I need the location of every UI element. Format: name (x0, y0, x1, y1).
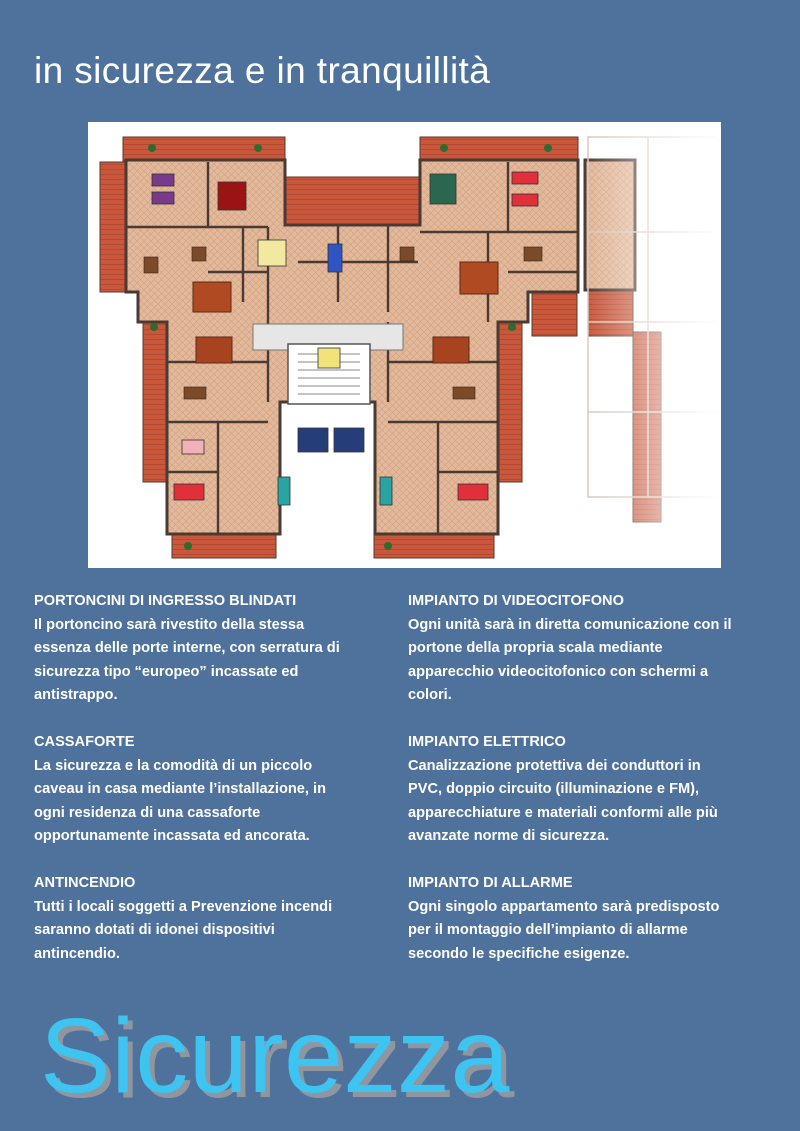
feature-heading: CASSAFORTE (34, 734, 135, 750)
feature-description (34, 614, 394, 708)
description-line: La sicurezza e la comodità di un piccolo (34, 757, 313, 774)
headline-sicurezza: Sicurezza (40, 997, 510, 1115)
feature-section (34, 731, 394, 849)
feature-section (408, 590, 778, 708)
description-line: portone della propria scala mediante (408, 640, 663, 656)
feature-description (34, 755, 394, 849)
description-line: antincendio. (34, 945, 120, 962)
description-line: Ogni unità sarà in diretta comunicazione con il (408, 616, 732, 633)
feature-description (408, 896, 778, 967)
description-line: apparecchiature e materiali conformi alle più (408, 804, 718, 821)
description-line: saranno dotati di idonei dispositivi (34, 922, 275, 938)
feature-heading: PORTONCINI DI INGRESSO BLINDATI (34, 593, 297, 609)
description-line: avanzate norme di sicurezza. (408, 828, 610, 844)
feature-section (34, 872, 394, 966)
feature-heading: ANTINCENDIO (34, 875, 136, 891)
floor-plan-image (88, 122, 721, 568)
feature-heading: IMPIANTO DI ALLARME (408, 875, 573, 891)
description-line: opportunamente incassata ed ancorata. (34, 828, 310, 844)
description-line: Il portoncino sarà rivestito della stessa (34, 616, 305, 633)
feature-section (408, 872, 778, 966)
description-line: colori. (408, 687, 452, 703)
feature-section (408, 731, 778, 849)
description-line: essenza delle porte interne, con serratura di (34, 640, 340, 656)
feature-description (408, 614, 778, 708)
description-line: per il montaggio dell’impianto di allarme (408, 922, 688, 938)
description-line: Tutti i locali soggetti a Prevenzione incendi (34, 898, 333, 915)
feature-heading: IMPIANTO ELETTRICO (408, 734, 566, 750)
feature-description (408, 755, 778, 849)
description-line: secondo le specifiche esigenze. (408, 945, 630, 962)
feature-section (34, 590, 394, 708)
description-line: Ogni singolo appartamento sarà predisposto (408, 898, 720, 915)
description-line: PVC, doppio circuito (illuminazione e FM), (408, 781, 700, 797)
right-column (408, 590, 778, 990)
description-line: caveau in casa mediante l’installazione, in (34, 781, 326, 797)
page-title: in sicurezza e in tranquillità (34, 50, 491, 91)
description-line: apparecchio videocitofonico con schermi a (408, 663, 709, 680)
feature-description (34, 896, 394, 967)
feature-heading: IMPIANTO DI VIDEOCITOFONO (408, 593, 624, 609)
description-line: Canalizzazione protettiva dei conduttori in (408, 757, 701, 774)
left-column (34, 590, 394, 990)
description-line: antistrappo. (34, 687, 118, 703)
description-line: ogni residenza di una cassaforte (34, 804, 261, 821)
description-line: sicurezza tipo “europeo” incassate ed (34, 663, 299, 680)
